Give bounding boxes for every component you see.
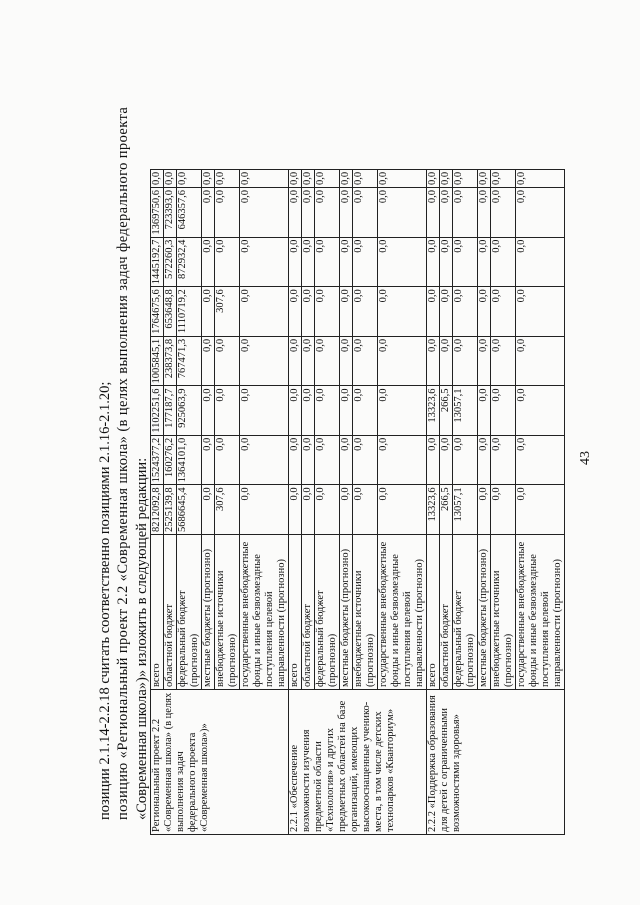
amount-cell: 0,0 bbox=[353, 169, 378, 187]
amount-cell: 0,0 bbox=[289, 336, 302, 386]
amount-cell: 0,0 bbox=[202, 237, 215, 287]
amount-cell: 0,0 bbox=[240, 169, 289, 187]
amount-cell: 5686645,4 bbox=[177, 485, 202, 535]
amount-cell: 0,0 bbox=[340, 485, 353, 535]
funding-source-cell: всего bbox=[427, 535, 440, 690]
amount-cell: 0,0 bbox=[353, 237, 378, 287]
amount-cell: 0,0 bbox=[491, 386, 516, 435]
amount-cell: 0,0 bbox=[440, 336, 453, 386]
amount-cell: 0,0 bbox=[453, 237, 478, 287]
amount-cell: 0,0 bbox=[289, 237, 302, 287]
amount-cell: 0,0 bbox=[289, 386, 302, 435]
project-name-cell: Региональный проект 2.2 «Современная школа» (в целях выполнения задач федерального проекта «Современная школа»)» bbox=[151, 690, 289, 835]
amount-cell: 0,0 bbox=[353, 287, 378, 337]
amount-cell: 0,0 bbox=[240, 287, 289, 337]
amount-cell: 0,0 bbox=[215, 336, 240, 386]
amount-cell: 0,0 bbox=[453, 336, 478, 386]
amount-cell: 1369750,6 bbox=[151, 188, 164, 238]
amount-cell: 0,0 bbox=[516, 435, 565, 485]
amount-cell: 0,0 bbox=[453, 188, 478, 238]
amount-cell: 1102251,6 bbox=[151, 386, 164, 435]
amount-cell: 0,0 bbox=[440, 237, 453, 287]
amount-cell: 0,0 bbox=[378, 169, 427, 187]
funding-source-cell: внебюджетные источники (прогнозно) bbox=[215, 535, 240, 690]
amount-cell: 0,0 bbox=[202, 485, 215, 535]
amount-cell: 0,0 bbox=[353, 188, 378, 238]
amount-cell: 767471,3 bbox=[177, 336, 202, 386]
amount-cell: 0,0 bbox=[478, 188, 491, 238]
funding-source-cell: областной бюджет bbox=[164, 535, 177, 690]
funding-source-cell: всего bbox=[289, 535, 302, 690]
amount-cell: 13057,1 bbox=[453, 485, 478, 535]
amount-cell: 723393,0 bbox=[164, 188, 177, 238]
intro-line-2: позицию «Региональный проект 2.2 «Современная школа» (в целях выполнения задач федерального проекта bbox=[115, 106, 131, 820]
amount-cell: 0,0 bbox=[202, 435, 215, 485]
amount-cell: 0,0 bbox=[378, 237, 427, 287]
table-row bbox=[289, 169, 302, 834]
amount-cell: 0,0 bbox=[240, 485, 289, 535]
amount-cell: 0,0 bbox=[491, 169, 516, 187]
amount-cell: 0,0 bbox=[315, 188, 340, 238]
amount-cell: 0,0 bbox=[440, 169, 453, 187]
amount-cell: 0,0 bbox=[315, 435, 340, 485]
amount-cell: 0,0 bbox=[478, 169, 491, 187]
funding-source-cell: внебюджетные источники (прогнозно) bbox=[491, 535, 516, 690]
funding-source-cell: государственные внебюджетные фонды и иные безвозмездные поступления целевой направленности (прогнозно) bbox=[516, 535, 565, 690]
amount-cell: 13057,1 bbox=[453, 386, 478, 435]
amount-cell: 0,0 bbox=[516, 485, 565, 535]
amount-cell: 0,0 bbox=[240, 336, 289, 386]
amount-cell: 0,0 bbox=[340, 188, 353, 238]
amount-cell: 0,0 bbox=[378, 188, 427, 238]
amount-cell: 0,0 bbox=[202, 386, 215, 435]
financing-table bbox=[150, 169, 565, 835]
amount-cell: 0,0 bbox=[427, 435, 440, 485]
amount-cell: 0,0 bbox=[315, 287, 340, 337]
amount-cell: 0,0 bbox=[202, 287, 215, 337]
amount-cell: 0,0 bbox=[516, 188, 565, 238]
amount-cell: 0,0 bbox=[478, 237, 491, 287]
intro-line-3: «Современная школа»)» изложить в следующей редакции: bbox=[134, 457, 150, 820]
amount-cell: 0,0 bbox=[340, 237, 353, 287]
amount-cell: 0,0 bbox=[491, 485, 516, 535]
page-number: 43 bbox=[578, 451, 593, 465]
amount-cell: 0,0 bbox=[516, 386, 565, 435]
amount-cell: 0,0 bbox=[427, 169, 440, 187]
table-row bbox=[427, 169, 440, 834]
amount-cell: 0,0 bbox=[378, 435, 427, 485]
amount-cell: 0,0 bbox=[516, 336, 565, 386]
amount-cell: 1445192,7 bbox=[151, 237, 164, 287]
amount-cell: 0,0 bbox=[240, 386, 289, 435]
amount-cell: 646357,6 bbox=[177, 188, 202, 238]
amount-cell: 8212092,8 bbox=[151, 485, 164, 535]
amount-cell: 307,6 bbox=[215, 287, 240, 337]
amount-cell: 0,0 bbox=[289, 435, 302, 485]
amount-cell: 0,0 bbox=[491, 336, 516, 386]
amount-cell: 0,0 bbox=[302, 336, 315, 386]
amount-cell: 0,0 bbox=[202, 169, 215, 187]
amount-cell: 872932,4 bbox=[177, 237, 202, 287]
amount-cell: 0,0 bbox=[302, 169, 315, 187]
amount-cell: 0,0 bbox=[340, 287, 353, 337]
amount-cell: 0,0 bbox=[440, 435, 453, 485]
amount-cell: 0,0 bbox=[302, 287, 315, 337]
amount-cell: 307,6 bbox=[215, 485, 240, 535]
funding-source-cell: государственные внебюджетные фонды и иные безвозмездные поступления целевой направленности (прогнозно) bbox=[240, 535, 289, 690]
amount-cell: 0,0 bbox=[302, 386, 315, 435]
amount-cell: 0,0 bbox=[340, 336, 353, 386]
funding-source-cell: всего bbox=[151, 535, 164, 690]
amount-cell: 2525139,8 bbox=[164, 485, 177, 535]
amount-cell: 13323,6 bbox=[427, 386, 440, 435]
amount-cell: 0,0 bbox=[378, 386, 427, 435]
amount-cell: 0,0 bbox=[215, 188, 240, 238]
amount-cell: 0,0 bbox=[453, 287, 478, 337]
amount-cell: 1364101,0 bbox=[177, 435, 202, 485]
amount-cell: 0,0 bbox=[440, 287, 453, 337]
funding-source-cell: федеральный бюджет (прогнозно) bbox=[453, 535, 478, 690]
amount-cell: 0,0 bbox=[353, 386, 378, 435]
amount-cell: 0,0 bbox=[315, 386, 340, 435]
amount-cell: 0,0 bbox=[177, 169, 202, 187]
amount-cell: 0,0 bbox=[427, 237, 440, 287]
amount-cell: 0,0 bbox=[302, 485, 315, 535]
amount-cell: 0,0 bbox=[427, 287, 440, 337]
amount-cell: 266,5 bbox=[440, 386, 453, 435]
amount-cell: 925063,9 bbox=[177, 386, 202, 435]
amount-cell: 0,0 bbox=[302, 435, 315, 485]
amount-cell: 0,0 bbox=[453, 169, 478, 187]
amount-cell: 0,0 bbox=[164, 169, 177, 187]
funding-source-cell: государственные внебюджетные фонды и иные безвозмездные поступления целевой направленности (прогнозно) bbox=[378, 535, 427, 690]
amount-cell: 0,0 bbox=[378, 336, 427, 386]
amount-cell: 0,0 bbox=[516, 287, 565, 337]
amount-cell: 0,0 bbox=[353, 435, 378, 485]
amount-cell: 572260,3 bbox=[164, 237, 177, 287]
amount-cell: 0,0 bbox=[491, 435, 516, 485]
amount-cell: 0,0 bbox=[315, 237, 340, 287]
amount-cell: 0,0 bbox=[516, 169, 565, 187]
amount-cell: 0,0 bbox=[340, 435, 353, 485]
amount-cell: 0,0 bbox=[516, 237, 565, 287]
amount-cell: 0,0 bbox=[340, 386, 353, 435]
amount-cell: 1764675,6 bbox=[151, 287, 164, 337]
amount-cell: 0,0 bbox=[240, 237, 289, 287]
table-row bbox=[151, 169, 164, 834]
amount-cell: 0,0 bbox=[478, 435, 491, 485]
amount-cell: 0,0 bbox=[215, 169, 240, 187]
amount-cell: 0,0 bbox=[427, 336, 440, 386]
amount-cell: 0,0 bbox=[289, 169, 302, 187]
funding-source-cell: областной бюджет bbox=[440, 535, 453, 690]
amount-cell: 0,0 bbox=[215, 435, 240, 485]
amount-cell: 0,0 bbox=[315, 336, 340, 386]
amount-cell: 0,0 bbox=[353, 485, 378, 535]
amount-cell: 1524377,2 bbox=[151, 435, 164, 485]
amount-cell: 0,0 bbox=[353, 336, 378, 386]
amount-cell: 0,0 bbox=[302, 188, 315, 238]
amount-cell: 0,0 bbox=[215, 237, 240, 287]
amount-cell: 0,0 bbox=[340, 169, 353, 187]
amount-cell: 0,0 bbox=[289, 485, 302, 535]
amount-cell: 0,0 bbox=[240, 435, 289, 485]
amount-cell: 0,0 bbox=[478, 485, 491, 535]
funding-source-cell: федеральный бюджет (прогнозно) bbox=[315, 535, 340, 690]
amount-cell: 177187,7 bbox=[164, 386, 177, 435]
amount-cell: 0,0 bbox=[289, 287, 302, 337]
amount-cell: 0,0 bbox=[491, 237, 516, 287]
funding-source-cell: федеральный бюджет (прогнозно) bbox=[177, 535, 202, 690]
amount-cell: 0,0 bbox=[478, 386, 491, 435]
amount-cell: 0,0 bbox=[151, 169, 164, 187]
amount-cell: 0,0 bbox=[453, 435, 478, 485]
funding-source-cell: областной бюджет bbox=[302, 535, 315, 690]
amount-cell: 0,0 bbox=[478, 336, 491, 386]
amount-cell: 238373,8 bbox=[164, 336, 177, 386]
amount-cell: 1110719,2 bbox=[177, 287, 202, 337]
intro-line-1: позиции 2.1.14-2.2.18 считать соответственно позициями 2.1.16-2.1.20; bbox=[97, 381, 113, 820]
funding-source-cell: местные бюджеты (прогнозно) bbox=[340, 535, 353, 690]
amount-cell: 0,0 bbox=[202, 188, 215, 238]
amount-cell: 0,0 bbox=[378, 287, 427, 337]
funding-source-cell: местные бюджеты (прогнозно) bbox=[478, 535, 491, 690]
amount-cell: 0,0 bbox=[240, 188, 289, 238]
amount-cell: 0,0 bbox=[289, 188, 302, 238]
project-name-cell: 2.2.2 «Поддержка образования для детей с ограниченными возможностями здоровья» bbox=[427, 690, 565, 835]
amount-cell: 160276,2 bbox=[164, 435, 177, 485]
amount-cell: 0,0 bbox=[427, 188, 440, 238]
amount-cell: 0,0 bbox=[378, 485, 427, 535]
amount-cell: 0,0 bbox=[215, 386, 240, 435]
amount-cell: 653648,8 bbox=[164, 287, 177, 337]
amount-cell: 0,0 bbox=[491, 188, 516, 238]
amount-cell: 266,5 bbox=[440, 485, 453, 535]
amount-cell: 13323,6 bbox=[427, 485, 440, 535]
project-name-cell: 2.2.1 «Обеспечение возможности изучения предметной области «Технология» и других предметных областей на базе организаций, имеющих высокооснащенные ученико-места, в том числе детских технопарков «Кванториум» bbox=[289, 690, 427, 835]
amount-cell: 0,0 bbox=[491, 287, 516, 337]
amount-cell: 0,0 bbox=[315, 485, 340, 535]
amount-cell: 1005845,1 bbox=[151, 336, 164, 386]
amount-cell: 0,0 bbox=[440, 188, 453, 238]
amount-cell: 0,0 bbox=[202, 336, 215, 386]
amount-cell: 0,0 bbox=[302, 237, 315, 287]
amount-cell: 0,0 bbox=[478, 287, 491, 337]
amount-cell: 0,0 bbox=[315, 169, 340, 187]
funding-source-cell: внебюджетные источники (прогнозно) bbox=[353, 535, 378, 690]
funding-source-cell: местные бюджеты (прогнозно) bbox=[202, 535, 215, 690]
